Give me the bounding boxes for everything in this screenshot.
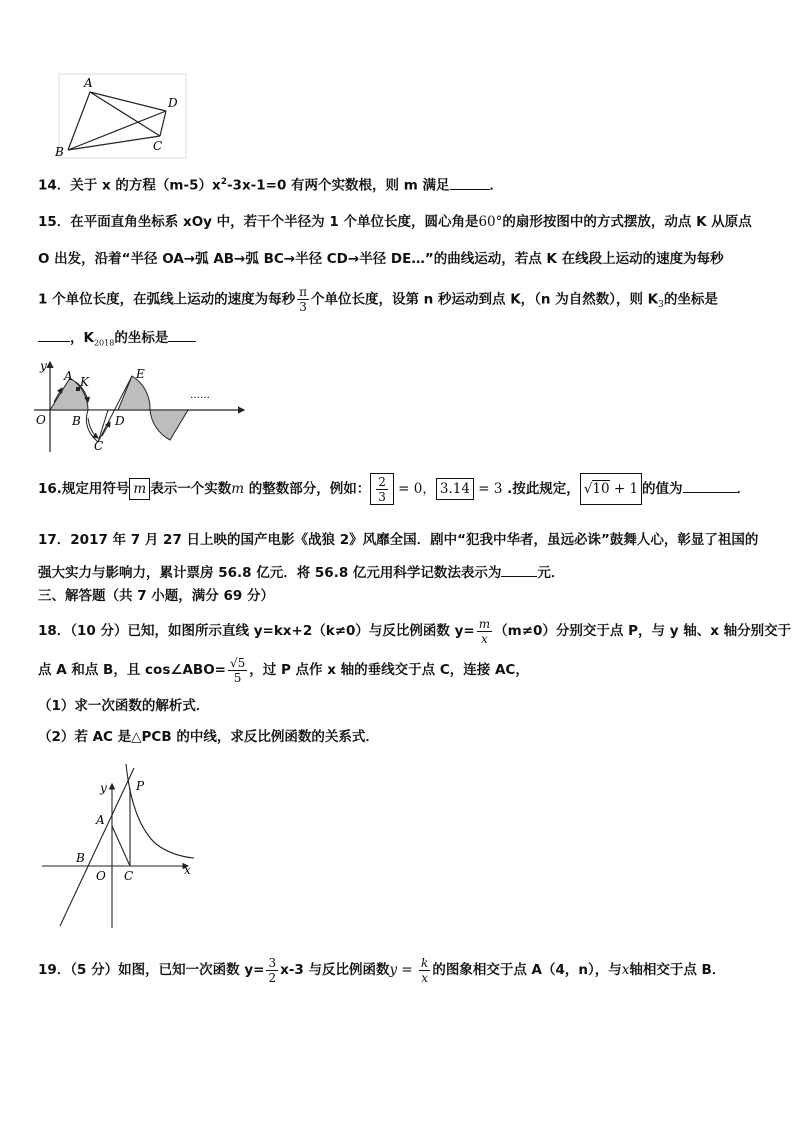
question-18-line2 [38, 652, 529, 688]
label-b: B [72, 414, 81, 428]
q16-bracket-sqrt [580, 473, 642, 505]
q17-l1: 17．2017 年 7 月 27 日上映的国产电影《战狼 2》风靡全国．剧中“犯我中华者，虽远必诛”鼓舞人心，彰显了祖国的 [38, 532, 759, 548]
label-a: A [64, 369, 73, 383]
q19-k-num: k [421, 955, 429, 970]
q19-c: 的图象相交于点 A（4，n），与 [432, 962, 622, 978]
q19-fraction [266, 956, 278, 985]
q16-eq3: = 3 [473, 481, 503, 497]
question-18-line1 [38, 614, 791, 648]
label-y: y [100, 781, 107, 795]
label-a: A [84, 76, 93, 90]
label-d: D [168, 96, 178, 110]
label-e: E [136, 367, 145, 381]
q16-end: ． [736, 481, 751, 497]
q18-s2: （2）若 AC 是△PCB 的中线，求反比例函数的关系式． [38, 729, 379, 745]
question-17-line2 [38, 562, 564, 583]
q14-text-a: 关于 x 的方程（m-5）x [70, 177, 221, 194]
q17-l2a: 强大实力与影响力，累计票房 56.8 亿元．将 56.8 亿元用科学记数法表示为 [38, 565, 502, 581]
q16-bracket-frac [370, 473, 394, 505]
q16-a: 16.规定用符号 [38, 481, 130, 497]
question-14 [38, 172, 503, 196]
label-d: D [115, 414, 125, 428]
q14-text-b: -3x-1=0 有两个实数根，则 m 满足 [226, 177, 450, 194]
q17-l2b: 元． [537, 565, 565, 581]
q16-eq0: = 0， [393, 481, 436, 497]
q14-number: 14． [38, 177, 71, 194]
q14-end: ． [489, 177, 504, 194]
q18-s1: （1）求一次函数的解析式． [38, 698, 210, 714]
q15-frac-num: π [299, 285, 307, 299]
label-p: P [136, 779, 145, 793]
q18-l1b: （m≠0）分别交于点 P，与 y 轴、x 轴分别交于 [494, 623, 792, 639]
sec3-title: 三、解答题（共 7 小题，满分 69 分） [38, 588, 274, 604]
q16-m: m [133, 481, 147, 497]
q19-a: 19．（5 分）如图，已知一次函数 y= [38, 962, 265, 978]
q18-c-den: 5 [233, 670, 242, 685]
q15-l3c: 的坐标是 [663, 291, 718, 308]
q19-f-den: 2 [268, 970, 277, 985]
q19-k-fraction [419, 956, 430, 985]
q15-blank-1[interactable] [38, 327, 70, 342]
q18-fraction [477, 617, 492, 646]
sqrt-icon: √ [583, 481, 593, 497]
q15-l2: O 出发，沿着“半径 OA→弧 AB→弧 BC→半径 CD→半径 DE…”的曲线运动，若点 K 在线段上运动的速度为每秒 [38, 251, 724, 267]
label-a: A [96, 813, 105, 827]
q19-k-den: x [421, 970, 429, 985]
label-o: O [36, 413, 46, 427]
q15-l4a: ，K [70, 330, 94, 346]
label-c: C [153, 139, 163, 153]
q16-d: .按此规定， [502, 481, 580, 497]
q17-blank[interactable] [501, 562, 537, 577]
q16-b: 表示一个实数 [150, 481, 232, 497]
q18-f-num: m [478, 616, 491, 631]
q15-l1a: 15．在平面直角坐标系 xOy 中，若干个半径为 1 个单位长度，圆心角是 [38, 214, 479, 230]
q16-fraction [376, 475, 388, 504]
label-k: K [80, 375, 89, 389]
q16-e: 的值为 [642, 481, 683, 497]
quadrilateral-figure [50, 72, 190, 164]
q19-d: 轴相交于点 B． [629, 962, 726, 978]
question-19 [38, 952, 725, 988]
label-b: B [76, 851, 85, 865]
question-15-line4 [38, 327, 196, 354]
q14-blank[interactable] [450, 175, 490, 190]
q15-l4b: 的坐标是 [114, 330, 169, 346]
section-3-title [38, 586, 274, 606]
q16-c: 的整数部分，例如： [244, 481, 371, 497]
q18-cos-fraction [228, 656, 247, 685]
label-x: x [184, 863, 191, 877]
label-b: B [55, 145, 64, 159]
q19-f-num: 3 [268, 955, 277, 970]
q15-blank-2[interactable] [168, 327, 196, 342]
q19-b: x-3 与反比例函数 [280, 962, 390, 978]
question-16 [38, 472, 750, 506]
q15-l3-sub: 3 [658, 300, 664, 311]
label-c: C [94, 439, 104, 453]
q14-sup: 2 [220, 177, 227, 187]
label-o: O [96, 869, 106, 883]
label-c: C [124, 869, 134, 883]
q16-blank[interactable] [683, 478, 737, 493]
q16-f-num: 2 [378, 475, 386, 489]
label-y: y [40, 359, 47, 373]
q18-c-num: √5 [229, 655, 246, 670]
q16-bracket-m [129, 478, 150, 500]
q18-l1a: 18．（10 分）已知，如图所示直线 y=kx+2（k≠0）与反比例函数 y= [38, 623, 475, 639]
question-15-line1 [38, 212, 752, 232]
q18-f-den: x [481, 631, 488, 646]
question-15-line3 [38, 285, 718, 315]
q18-l2b: ，过 P 点作 x 轴的垂线交于点 C，连接 AC， [249, 662, 529, 678]
question-18-part2 [38, 727, 379, 747]
q16-sqrt-in: 10 [592, 481, 610, 497]
function-figure [38, 762, 208, 930]
question-18-part1 [38, 696, 209, 716]
q18-l2a: 点 A 和点 B，且 cos∠ABO= [38, 662, 226, 678]
q15-l3a: 1 个单位长度，在弧线上运动的速度为每秒 [38, 291, 296, 308]
q16-bracket-pi [436, 478, 474, 500]
q15-fraction [297, 285, 309, 314]
question-17-line1 [38, 530, 758, 550]
q16-m2: m [231, 481, 245, 497]
q15-l1b: 的扇形按图中的方式摆放，动点 K 从原点 [502, 214, 752, 230]
q15-l4-sub: 2018 [93, 338, 115, 348]
q19-eq: = [397, 962, 418, 978]
q16-f-den: 3 [378, 490, 386, 504]
q19-x: x [621, 962, 630, 978]
q16-pi-in: 3.14 [439, 481, 470, 497]
q16-plus1: + 1 [609, 481, 639, 497]
q19-y: y [389, 962, 398, 978]
sector-figure [32, 356, 252, 456]
question-15-line2 [38, 249, 724, 269]
q15-l3b: 个单位长度，设第 n 秒运动到点 K，（n 为自然数），则 K [310, 291, 659, 308]
q15-deg: 60° [478, 214, 503, 230]
q15-frac-den: 3 [299, 300, 307, 314]
label-dots: …… [190, 390, 210, 401]
